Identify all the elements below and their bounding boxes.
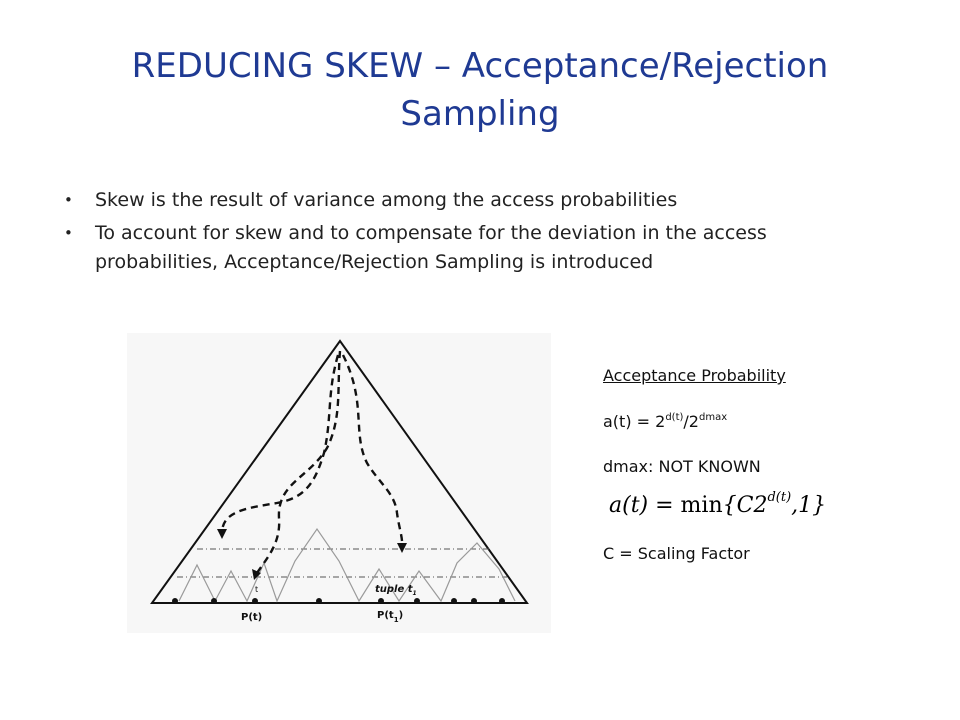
tuple-label: tuple $t_1$	[375, 584, 417, 597]
bullet-text: Skew is the result of variance among the access probabilities	[95, 189, 678, 211]
tree-diagram	[127, 333, 551, 633]
bullet-item	[64, 186, 894, 215]
random-walk-arrow-left	[217, 529, 227, 539]
leaf-dot	[211, 598, 217, 604]
leaf-dot	[499, 598, 505, 604]
dmax-note: dmax: NOT KNOWN	[603, 457, 761, 476]
leaf-label-t: t	[255, 585, 259, 594]
leaf-dot	[471, 598, 477, 604]
tree-diagram-figure	[127, 333, 551, 633]
leaf-dot	[414, 598, 420, 604]
slide-title	[60, 42, 900, 138]
bullet-dot: •	[64, 224, 73, 242]
bullet-item	[64, 219, 894, 277]
probability-label-pt: P(t)	[241, 612, 263, 623]
leaf-dot	[252, 598, 258, 604]
bullet-list	[64, 186, 894, 281]
subtree-zigzag	[179, 529, 515, 601]
leaf-dot	[378, 598, 384, 604]
title-line-2: Sampling	[400, 94, 560, 134]
scaling-factor-note: C = Scaling Factor	[603, 544, 750, 563]
leaf-dot	[451, 598, 457, 604]
acceptance-equation: $a(t) = 2^{d(t)}/2^{dmax}$	[603, 412, 728, 431]
random-walk-path-middle	[257, 351, 340, 573]
random-walk-arrow-right	[397, 543, 407, 553]
probability-label-pt1: $P(t_1)$	[377, 610, 404, 624]
bullet-dot: •	[64, 191, 73, 209]
acceptance-formula: $a(t) = \min\{C2^{d(t)},1\}$	[609, 490, 827, 518]
bullet-text-line-1: To account for skew and to compensate for the deviation in the access	[95, 222, 767, 244]
leaf-dot	[316, 598, 322, 604]
random-walk-path-right	[343, 355, 402, 547]
leaf-dot	[172, 598, 178, 604]
acceptance-heading: Acceptance Probability	[603, 366, 786, 385]
title-line-1: REDUCING SKEW – Acceptance/Rejection	[131, 46, 829, 86]
bullet-text-line-2: probabilities, Acceptance/Rejection Sampling is introduced	[95, 251, 654, 273]
